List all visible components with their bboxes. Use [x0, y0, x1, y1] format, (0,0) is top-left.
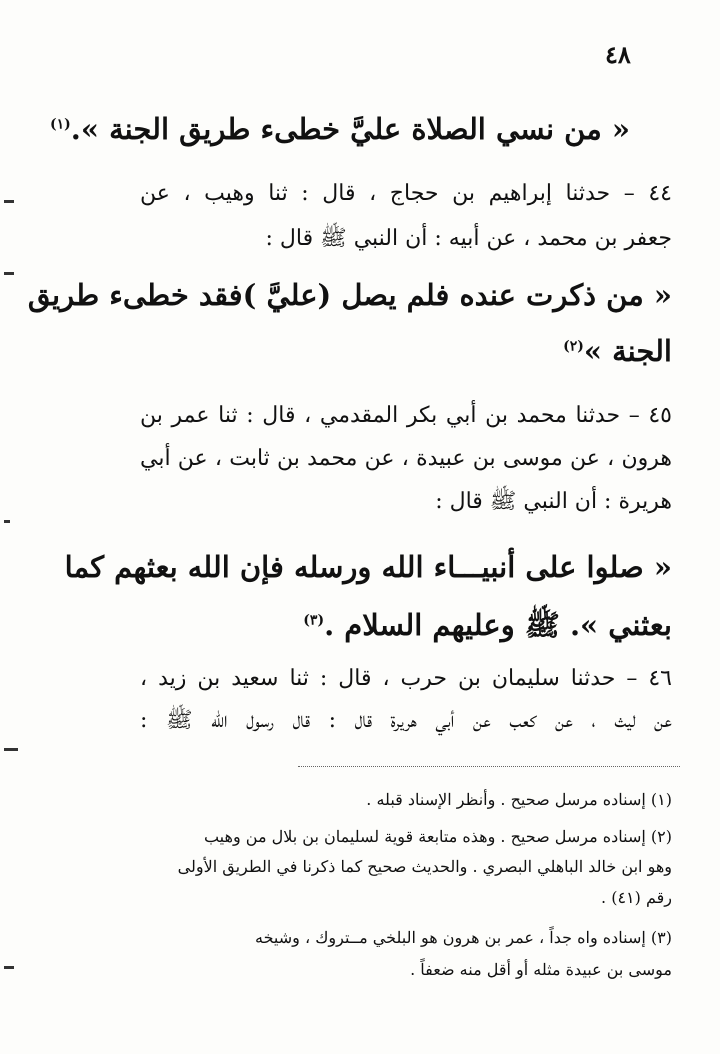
scan-margin-mark [4, 520, 10, 523]
scan-margin-mark [4, 748, 18, 751]
footnote-2-line-1: (٢) إسناده مرسل صحيح . وهذه متابعة قوية لسليمان بن بلال من وهيب [203, 827, 672, 846]
hadith-45-line-2: هرون ، عن موسى بن عبيدة ، عن محمد بن ثابت ، عن أبي [140, 446, 672, 471]
quote-text: « من نسي الصلاة عليَّ خطىء طريق الجنة ». [70, 112, 630, 146]
hadith-quote-3-line-1: « صلوا على أنبيـــاء الله ورسله فإن الله بعثهم كما [64, 550, 672, 584]
hadith-46-line-2: عن ليث ، عن كعب عن أبي هريرة قال : قال رسول الله ﷺ : [140, 708, 672, 733]
footnote-2-line-2: وهو ابن خالد الباهلي البصري . والحديث صحيح كما ذكرنا في الطريق الأولى [177, 857, 672, 876]
footnote-divider [298, 766, 680, 767]
hadith-quote-1 [50, 112, 630, 146]
hadith-quote-2-line-2 [563, 334, 672, 368]
footnote-3-line-1: (٣) إسناده واه جداً ، عمر بن هرون هو البلخي مــتروك ، وشيخه [255, 928, 672, 947]
hadith-44-line-1: ٤٤ – حدثنا إبراهيم بن حجاج ، قال : ثنا وهيب ، عن [140, 181, 672, 206]
footnote-ref: (٢) [563, 338, 584, 355]
footnote-2-line-3: رقم (٤١) . [601, 888, 672, 907]
hadith-quote-3-line-2 [303, 608, 672, 650]
quote-text: بعثني ». ﷺ وعليهم السلام . [324, 608, 672, 642]
scan-margin-mark [4, 966, 14, 969]
hadith-46-line-1: ٤٦ – حدثنا سليمان بن حرب ، قال : ثنا سعيد بن زيد ، [140, 666, 672, 691]
hadith-quote-2-line-1: « من ذكرت عنده فلم يصل (عليَّ )فقد خطىء طريق [27, 278, 672, 312]
hadith-44-line-2: جعفر بن محمد ، عن أبيه : أن النبي ﷺ قال : [265, 226, 672, 251]
footnote-ref: (٣) [303, 612, 325, 629]
hadith-45-line-1: ٤٥ – حدثنا محمد بن أبي بكر المقدمي ، قال : ثنا عمر بن [140, 403, 672, 428]
footnote-ref: (١) [49, 116, 71, 133]
scan-margin-mark [4, 272, 14, 275]
quote-text: الجنة » [583, 334, 672, 368]
hadith-45-line-3: هريرة : أن النبي ﷺ قال : [435, 489, 672, 514]
footnote-1: (١) إسناده مرسل صحيح . وأنظر الإسناد قبله . [366, 790, 672, 809]
footnote-3-line-2: موسى بن عبيدة مثله أو أقل منه ضعفاً . [410, 960, 672, 979]
scan-margin-mark [4, 200, 14, 203]
page-number: ٤٨ [605, 40, 631, 69]
